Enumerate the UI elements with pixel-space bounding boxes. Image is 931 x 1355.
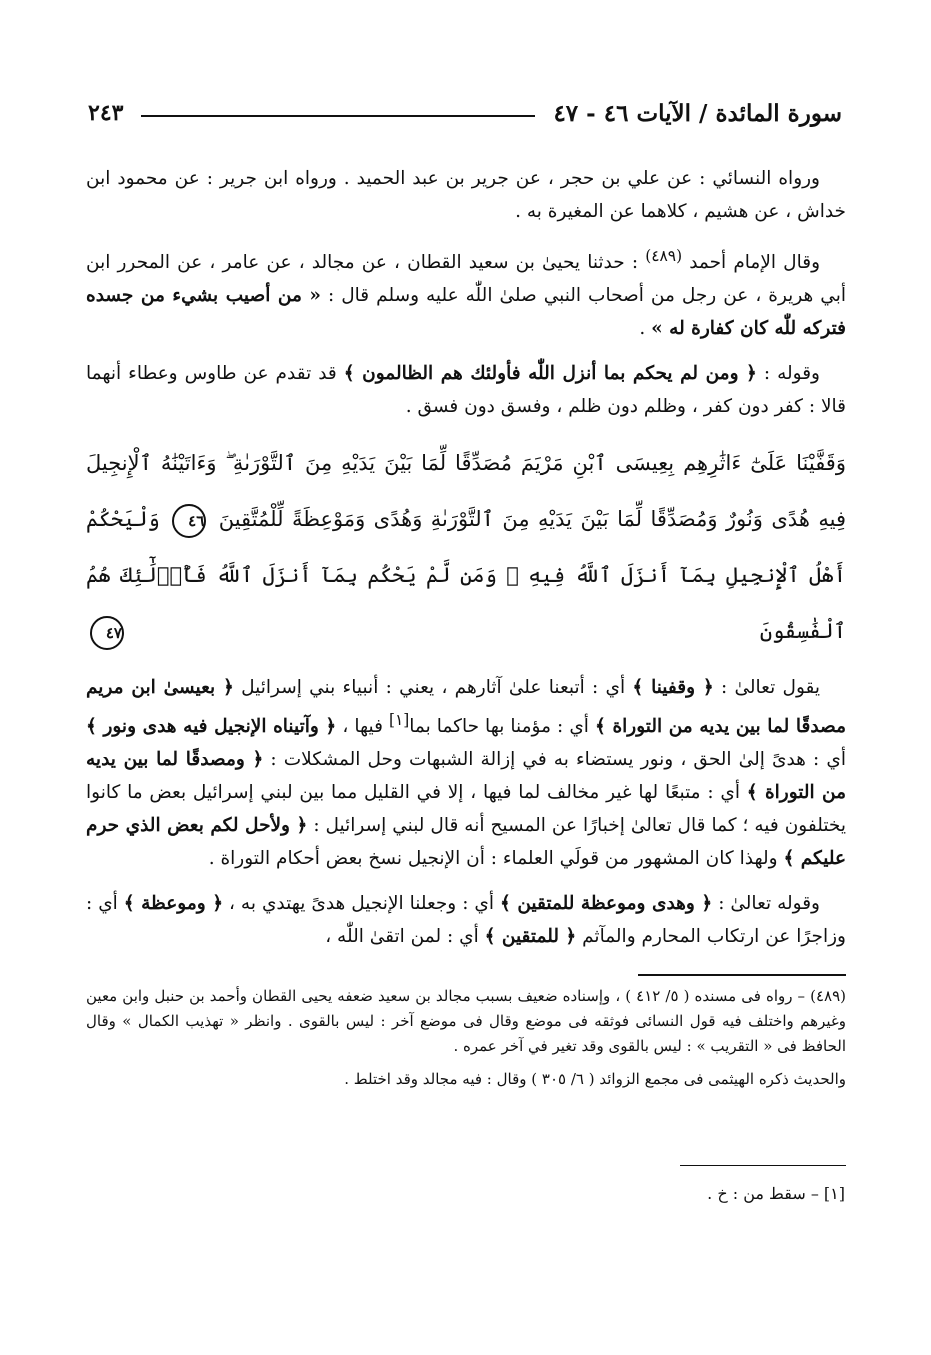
p5-quote-2: ﴿ وموعظة ﴾ — [123, 893, 224, 915]
quran-verses — [86, 435, 846, 659]
footnote-ref-489: (٤٨٩) — [645, 247, 683, 265]
p5-text-4: أي : لمن اتقىٰ اللّٰه ، — [325, 926, 479, 948]
page-title: سورة المائدة / الآيات ٤٦ - ٤٧ — [553, 99, 842, 127]
note-divider — [680, 1165, 846, 1166]
p5-quote-3: ﴿ للمتقين ﴾ — [484, 926, 577, 948]
paragraph-3-text-a: وقوله : — [763, 363, 820, 385]
p5-text-2: أي : وجعلنا الإنجيل هدىً يهتدي به ، — [229, 893, 495, 915]
p4-quote-5: ﴿ ولأحل لكم بعض الذي حرم عليكم ﴾ — [86, 815, 846, 870]
note-ref-1: [١] — [388, 711, 410, 730]
verse-47-marker: ٤٧ — [90, 616, 124, 650]
paragraph-1-text: ورواه النسائي : عن علي بن حجر ، عن جرير بن عبد الحميد . ورواه ابن جرير : عن محمود ابن خداش ، عن هشيم ، كلاهما عن المغيرة به . — [86, 168, 846, 222]
p4-quote-3: ﴿ وآتيناه الإنجيل فيه هدى ونور ﴾ — [86, 716, 337, 738]
quran-verse-47: وَلْيَحْكُمْ أَهْلُ ٱلْإِنجِيلِ بِمَآ أَنزَلَ ٱللَّهُ فِيهِ ۚ وَمَن لَّمْ يَحْكُم بِمَآ أَنزَلَ ٱللَّهُ فَأُو۟لَٰٓئِكَ هُمُ ٱلْفَٰسِقُونَ — [86, 507, 846, 644]
footnotes — [86, 984, 846, 1100]
p5-text-3: أي : وزاجرًا عن ارتكاب المحارم والمآثم — [86, 893, 846, 948]
p5-quote-1: ﴿ وهدى وموعظة للمتقين ﴾ — [499, 893, 713, 915]
paragraph-3-text-b: قد تقدم عن طاوس وعطاء أنهما قالا : كفر دون كفر ، وظلم دون ظلم ، وفسق دون فسق . — [86, 363, 846, 418]
paragraph-5 — [86, 887, 846, 953]
quran-verse-46: وَقَفَّيْنَا عَلَىٰٓ ءَاثَٰرِهِم بِعِيسَى ٱبْنِ مَرْيَمَ مُصَدِّقًا لِّمَا بَيْنَ يَدَيْهِ مِنَ ٱلتَّوْرَىٰةِ ۖ وَءَاتَيْنَٰهُ ٱلْإِنجِيلَ فِيهِ هُدًى وَنُورٌ وَمُصَدِّقًا لِّمَا بَيْنَ يَدَيْهِ مِنَ ٱلتَّوْرَىٰةِ وَهُدًى وَمَوْعِظَةً لِّلْمُتَّقِينَ — [86, 451, 846, 532]
p4-text-7: ولهذا كان المشهور من قولَي العلماء : أن الإنجيل نسخ بعض أحكام التوراة . — [208, 848, 778, 870]
paragraph-3 — [86, 357, 846, 423]
p4-quote-2: ﴿ بعيسىٰ ابن مريم مصدقًا لما بين يديه من التوراة ﴾ — [86, 677, 846, 738]
editor-note-1: [١] – سقط من : خ . — [707, 1184, 845, 1203]
paragraph-2 — [86, 240, 846, 345]
p4-text-4: فيها ، — [342, 716, 383, 738]
page-header — [88, 96, 842, 130]
paragraph-2-text-b: : حدثنا يحيىٰ بن سعيد القطان ، عن مجالد ، عن عامر ، عن المحرر ابن أبي هريرة ، عن رجل من أصحاب النبي صلىٰ اللّٰه عليه وسلم قال : — [86, 252, 846, 307]
header-rule — [141, 115, 535, 117]
p4-text-5: أي : هدىً إلىٰ الحق ، ونور يستضاء به في إزالة الشبهات وحل المشكلات : — [270, 749, 846, 771]
footnote-divider — [638, 974, 846, 976]
paragraph-1 — [86, 162, 846, 228]
p4-text-6: أي : متبعًا لها غير مخالف لما فيها ، إلا في القليل مما بين لبني إسرائيل بعض ما كانوا يختلفون فيه ؛ كما قال تعالىٰ إخبارًا عن المسيح أنه قال لبني إسرائيل : — [86, 782, 846, 837]
p4-text-1: يقول تعالىٰ : — [720, 677, 821, 699]
p4-quote-4: ﴿ ومصدقًا لما بين يديه من التوراة ﴾ — [86, 749, 846, 804]
page-number: ٢٤٣ — [88, 100, 124, 126]
quran-quote-1: ﴿ ومن لم يحكم بما أنزل اللّٰه فأولئك هم الظالمون ﴾ — [343, 363, 757, 385]
p5-text-1: وقوله تعالىٰ : — [718, 893, 820, 915]
main-text — [86, 162, 846, 965]
paragraph-2-end: . — [639, 318, 646, 340]
footnote-489-continued: والحديث ذكره الهيثمى فى مجمع الزوائد ( ٦/ ٣٠٥ ) وقال : فيه مجالد وقد اختلط . — [344, 1070, 846, 1088]
hadith-quote: « من أصيب بشيء من جسده فتركه للّٰه كان كفارة له » — [86, 285, 846, 340]
p4-quote-1: ﴿ وقفينا ﴾ — [632, 677, 714, 699]
paragraph-2-text-a: وقال الإمام أحمد — [689, 252, 821, 274]
p4-text-3: أي : مؤمنا بها حاكما بما — [409, 716, 589, 738]
paragraph-4 — [86, 671, 846, 875]
p4-text-2: أي : أتبعنا علىٰ آثارهم ، يعني : أنبياء بني إسرائيل — [241, 677, 626, 699]
verse-46-marker: ٤٦ — [172, 504, 206, 538]
footnote-489: (٤٨٩) – رواه فى مسنده ( ٥/ ٤١٢ ) ، وإسناده ضعيف بسبب مجالد بن سعيد ضعفه يحيى القطان وأحمد بن حنبل وابن معين وغيرهم واختلف فيه قول النسائى فوثقه فى موضع وقال فى موضع آخر : ليس بالقوى . وانظر « تهذيب الكمال » وقال الحافظ فى « التقريب » : ليس بالقوى وقد تغير في آخر عمره . — [86, 987, 846, 1055]
